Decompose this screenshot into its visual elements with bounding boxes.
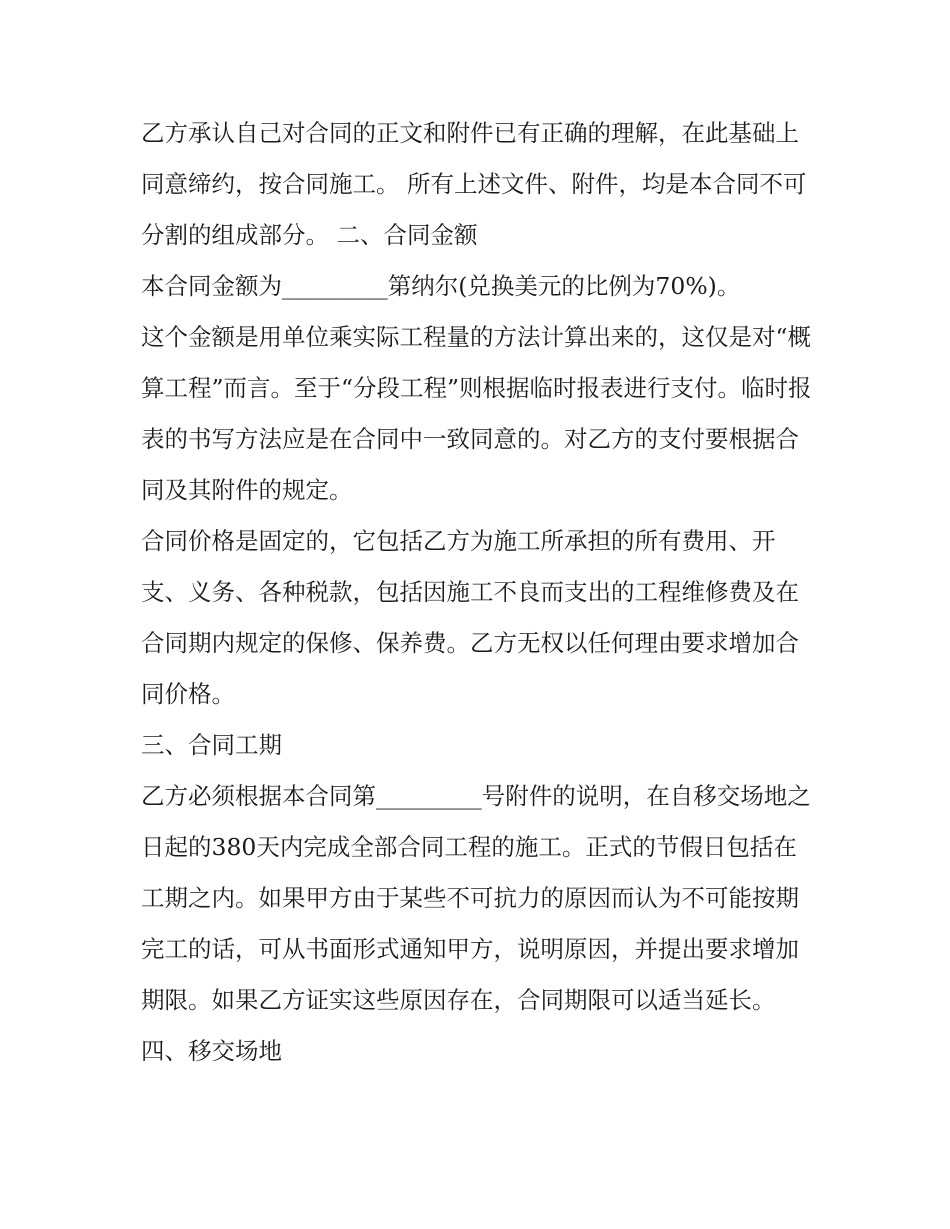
paragraph-fixed-price: 合同价格是固定的，它包括乙方为施工所承担的所有费用、开支、义务、各种税款，包括因施工不良而支出的工程维修费及在合同期内规定的保修、保养费。乙方无权以任何理由要求增加合同价格。: [141, 527, 799, 708]
section-heading-contract-period: 三、合同工期: [141, 731, 282, 759]
document-body: [141, 108, 813, 1077]
paragraph-contract-period: 乙方必须根据本合同第_________号附件的说明，在自移交场地之日起的380天内完成全部合同工程的施工。正式的节假日包括在工期之内。如果甲方由于某些不可抗力的原因而认为不可能按期完工的话，可从书面形式通知甲方，说明原因，并提出要求增加期限。如果乙方证实这些原因存在，合同期限可以适当延长。: [141, 782, 811, 1014]
section-heading-site-handover: 四、移交场地: [141, 1037, 282, 1065]
paragraph-amount-calculation: 这个金额是用单位乘实际工程量的方法计算出来的，这仅是对“概算工程”而言。至于“分段工程”则根据临时报表进行支付。临时报表的书写方法应是在合同中一致同意的。对乙方的支付要根据合同及其附件的规定。: [141, 323, 812, 504]
paragraph-contract-amount: 本合同金额为_________第纳尔(兑换美元的比例为70%)。: [141, 272, 741, 300]
paragraph-intro: 乙方承认自己对合同的正文和附件已有正确的理解，在此基础上同意缔约，按合同施工。 所有上述文件、附件，均是本合同不可分割的组成部分。 二、合同金额: [141, 119, 807, 249]
